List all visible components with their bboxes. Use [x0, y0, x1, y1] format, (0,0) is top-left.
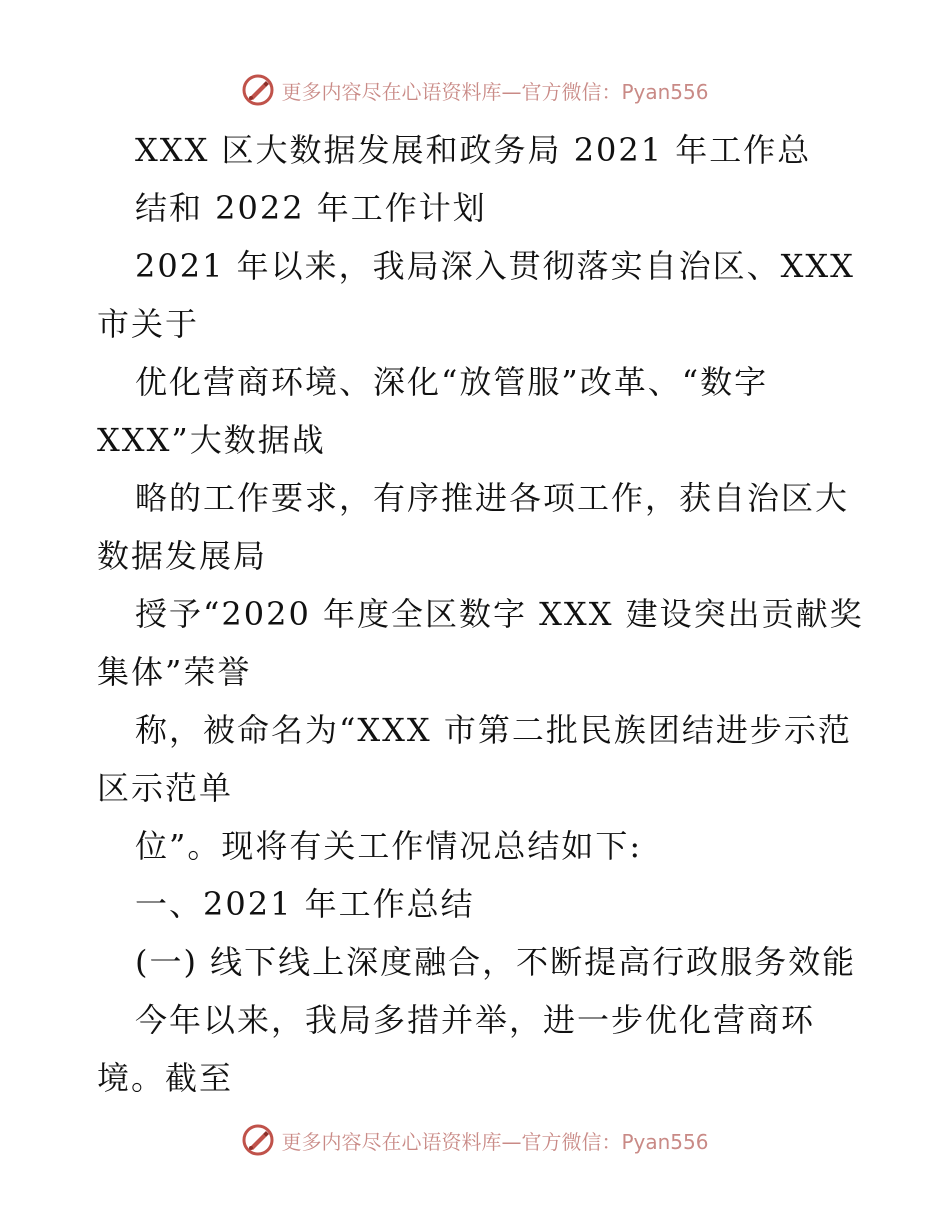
doc-text-line: 数据发展局 — [97, 537, 268, 575]
subsection-heading: (一) 线下线上深度融合，不断提高行政服务效能 — [135, 943, 857, 981]
doc-text-line: 2021 年以来，我局深入贯彻落实自治区、XXX — [135, 247, 855, 285]
pen-seal-icon — [241, 1123, 275, 1157]
doc-text-line: 区示范单 — [97, 769, 234, 807]
watermark-text: 更多内容尽在心语资料库—官方微信：Pyan556 — [281, 1129, 709, 1154]
watermark-text: 更多内容尽在心语资料库—官方微信：Pyan556 — [281, 79, 709, 104]
doc-text-line: 市关于 — [97, 305, 200, 343]
footer-watermark — [0, 1120, 950, 1160]
header-watermark — [0, 70, 950, 110]
doc-text-line: XXX”大数据战 — [97, 421, 326, 459]
doc-text-line: 优化营商环境、深化“放管服”改革、“数字 — [135, 363, 769, 401]
section-heading: 一、2021 年工作总结 — [135, 885, 475, 923]
pen-seal-icon — [241, 73, 275, 107]
doc-text-line: 位”。现将有关工作情况总结如下: — [135, 827, 643, 865]
doc-text-line: 集体”荣誉 — [97, 653, 252, 691]
doc-text-line: 境。截至 — [97, 1059, 234, 1097]
doc-title-line-1: XXX 区大数据发展和政务局 2021 年工作总 — [135, 131, 812, 169]
doc-text-line: 称，被命名为“XXX 市第二批民族团结进步示范 — [135, 711, 852, 749]
doc-text-line: 略的工作要求，有序推进各项工作，获自治区大 — [135, 479, 850, 517]
doc-text-line: 授予“2020 年度全区数字 XXX 建设突出贡献奖 — [135, 595, 864, 633]
doc-text-line: 今年以来，我局多措并举，进一步优化营商环 — [135, 1001, 816, 1039]
doc-title-line-2: 结和 2022 年工作计划 — [135, 189, 487, 227]
